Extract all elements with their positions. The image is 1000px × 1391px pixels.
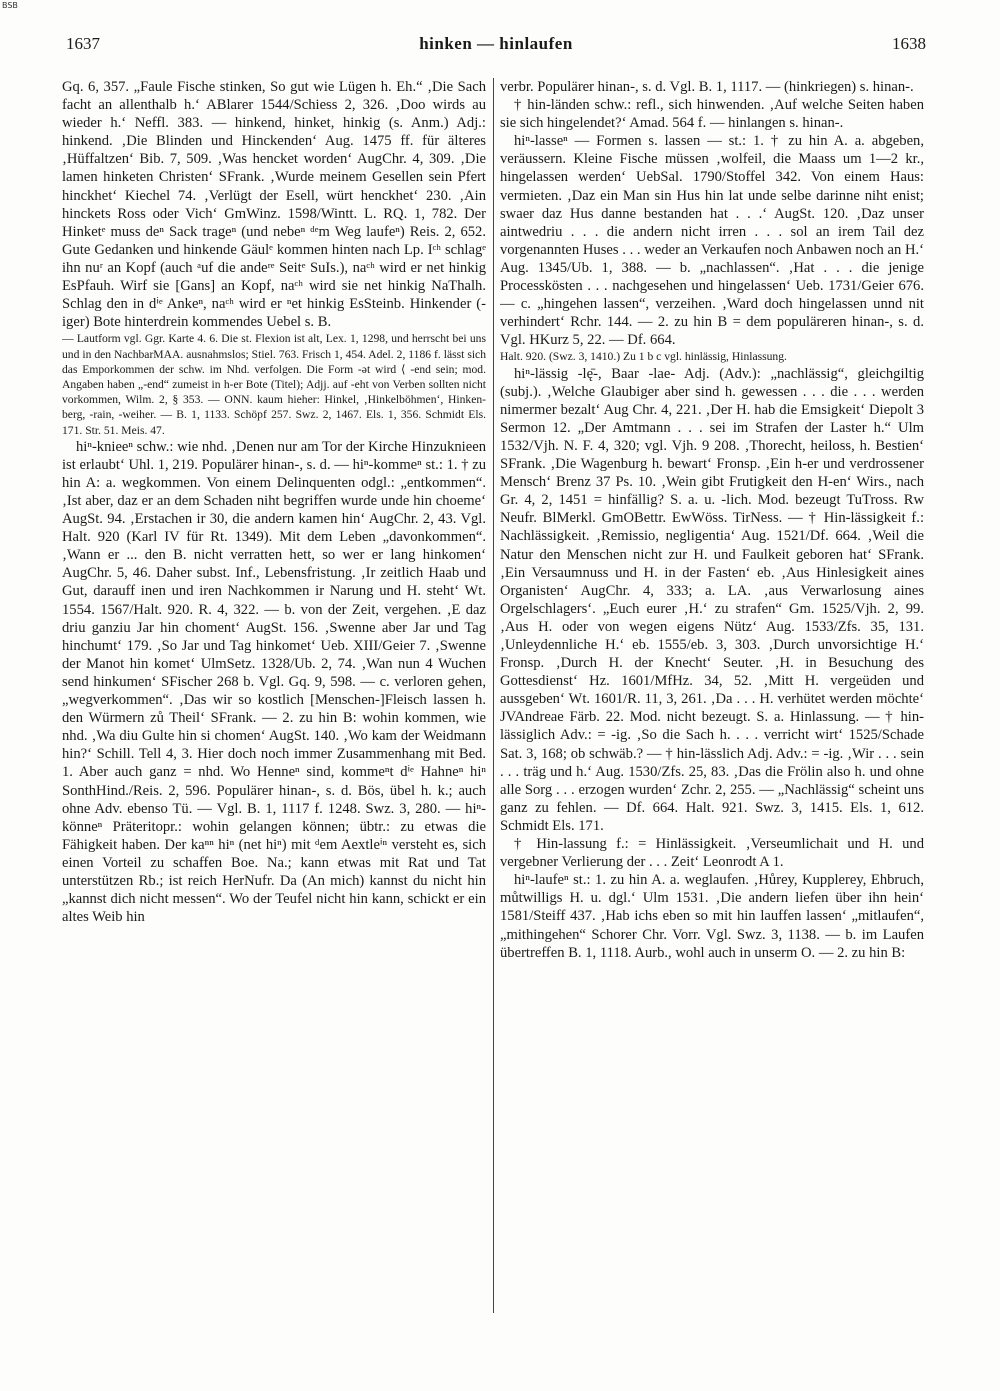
right-column bbox=[500, 78, 924, 1323]
right-entry: hiⁿ-laufeⁿ st.: 1. zu hin A. a. weglaufen. ‚Hůrey, Kupplerey, Ehbruch, můtwilligs H. u. dgl.‘ Ulm 1531. ‚Die andern liefen über ihn hein‘ 1581/Steiff 437. ‚Hab ichs eben so mit hin lauffen lassen‘ „mitlaufen“, „mithingehen“ Schorer Chr. Vorr. Vgl. Swz. 3, 1138. — b. im Laufen übertreffen B. 1, 1118. Aurb., wohl auch in unserm O. — 2. zu hin B: bbox=[500, 872, 924, 961]
right-note: Halt. 920. (Swz. 3, 1410.) Zu 1 b c vgl. hinlässig, Hinlassung. bbox=[500, 350, 787, 364]
library-stamp: BSB bbox=[2, 1, 18, 10]
page-header bbox=[66, 34, 926, 60]
right-entry: † hin-länden schw.: refl., sich hinwenden. ‚Auf welche Seiten haben sie sich hingelendet?‘ Amad. 564 f. — hinlangen s. hinan-. bbox=[500, 97, 924, 132]
right-entry: † Hin-lassung f.: = Hinlässigkeit. ‚Verseumlichait und H. und vergebner Verlierung der . . . Zeit‘ Leonrodt A 1. bbox=[500, 836, 924, 871]
left-entry: hiⁿ-knieeⁿ schw.: wie nhd. ‚Denen nur am Tor der Kirche Hinzuknieen ist erlaubt‘ Uhl. 1, 219. Populärer hinan-, s. d. — hiⁿ-kommeⁿ st.: 1. † zu hin A: a. wegkommen. Von einem Delinquenten odgl.: „entkommen“. ‚Ist aber, daz er an dem Schaden niht begriffen wurde unde hin choeme‘ AugSt. 94. ‚Erstachen ir 30, die andern kamen hin‘ AugChr. 2, 43. Vgl. Halt. 920 (Karl IV für Rt. 1349). Mit dem Leben „davonkommen“. ‚Wann er ... den B. nicht verratten hett, so wer er lang hinkomen‘ AugChr. 5, 46. Daher subst. Inf., Lebensfristung. ‚Ir zeitlich Haab und Gut, darauff inen und iren Nachkommen ir Narung und H. steht‘ Wt. 1554. 1567/Halt. 920. R. 4, 322. — b. von der Zeit, vergehen. ‚E daz driu ganziu Jar hin choment‘ AugSt. 156. ‚Swenne aber Jar und Tag hinchumt‘ 179. ‚So Jar und Tag hinkomet‘ Ueb. XIII/Geier 7. ‚Swenne der Manot hin komet‘ UlmSetz. 1328/Ub. 2, 74. ‚Wan nun 4 Wuchen send hinkumen‘ SFischer 268 b. Vgl. Gq. 9, 598. — c. verloren gehen, „wegverkommen“. ‚Das wir so kostlich [Menschen-]Fleisch lassen h. den Würmern zů Theil‘ SFrank. — 2. zu hin B: wohin kommen, wie nhd. ‚Wa diu Gulte hin si chomen‘ AugSt. 140. ‚Wo kam der Weidmann hin?‘ Schill. Tell 4, 3. Hier doch noch immer Zusammenhang mit Bed. 1. Aber auch ganz = nhd. Wo Henneⁿ sind, kommeⁿt dⁱᵉ Hahneⁿ hiⁿ SonthHind./Reis. 2, 596. Populärer hinan-, s. d. Bös, übel h. k.; auch ohne Adv. ebenso Tü. — Vgl. B. 1, 1117 f. 1248. Swz. 3, 280. — hiⁿ-könneⁿ Präteritopr.: wohin gelangen können; übtr.: zu etwas die Fähigkeit haben. Der kaⁿⁿ hiⁿ (net hiⁿ) mit ᵈem Aextleⁱⁿ versteht es, sich einen Vorteil zu schaffen Boe. Na.; kann etwas mit Rat und Tat unterstützen Rb.; ist reich HerNufr. Da (An mich) kannst du nicht hin „kannst dich nicht messen“. Wo der Teufel nicht hin kann, schickt er ein altes Weib hin bbox=[62, 438, 486, 926]
page-number-left: 1637 bbox=[66, 34, 100, 53]
right-paragraph: verbr. Populärer hinan-, s. d. Vgl. B. 1, 1117. — (hinkriegen) s. hinan-. bbox=[500, 79, 914, 95]
left-note: — Lautform vgl. Ggr. Karte 4. 6. Die st. Flexion ist alt, Lex. 1, 1298, und herrscht bei uns und in den NachbarMAA. ausnahmslos; Stiel. 763. Frisch 1, 454. Adel. 2, 1186 f. lässt sich das Emporkommen der schw. im Nhd. verfolgen. Die Form -ət wird ⟨ -end sein; mod. Angaben haben „-end“ zumeist in h-er Bote (Titel); Adjj. auf -eht von Verben sollten nicht vorkommen, Wilm. 2, § 353. — ONN. kaum hieher: Hinkel, ‚Hinkelböhmen‘, Hinken-berg, -rain, -weiher. — B. 1, 1133. Schöpf 257. Swz. 2, 1467. Els. 1, 356. Schmidt Els. 171. Str. 51. Meis. 47. bbox=[62, 332, 486, 437]
column-divider bbox=[493, 78, 494, 1313]
left-column bbox=[62, 78, 486, 1323]
left-paragraph: Gq. 6, 357. „Faule Fische stinken, So gut wie Lügen h. Eh.“ ‚Die Sach facht an allenthalb h.‘ ABlarer 1544/Schiess 2, 326. ‚Doo wirds au wieder h.‘ Neffl. 383. — hinkend, hinket, hinkig (s. Anm.) Adj.: hinkend. ‚Die Blinden und Hinckenden‘ Aug. 1475 ff. für älteres ‚Hüffaltzen‘ Bib. 7, 509. ‚Was hencket worden‘ AugChr. 4, 309. ‚Die lamen hinketen Christen‘ SFrank. ‚Wurde meinem Gesellen sein Pfert hinckhet‘ Kiechel 74. ‚Verlügt der Esell, würt henckhet‘ 230. ‚Ain hinckets Ross oder Vich‘ GmWinz. 1598/Wintt. L. RQ. 1, 782. Der Hinketᵉ muss deⁿ Sack trageⁿ (und nebeⁿ ᵈᵉm Weg laufeⁿ) Reis. 2, 652. Gute Gedanken und hinkende Gäulᵉ kommen hinten nach Lp. Iᶜʰ schlagᵉ ihn nuʳ an Kopf (auch ᵃuf die andeʳᵉ Seitᵉ SuIs.), naᶜʰ wird er net hinkig EsPfauh. Wirf sie [Gans] an Kopf, naᶜʰ wird sie net hinkig NaThalh. Schlag den in dⁱᵉ Ankeⁿ, naᶜʰ wird er ⁿet hinkig EsSteinb. Hinkender (-iger) Bote hinterdrein kommendes Uebel s. B. bbox=[62, 79, 486, 331]
page-number-right: 1638 bbox=[892, 34, 926, 53]
running-headword: hinken — hinlaufen bbox=[419, 34, 573, 53]
right-entry: hiⁿ-lasseⁿ — Formen s. lassen — st.: 1. † zu hin A. a. abgeben, veräussern. Kleine Fische müssen ‚wolfeil, die Maass um 1—2 kr., hingelassen werden‘ UebSal. 1790/Stoffel 342. Von einem Haus: vermieten. ‚Daz ein Man sin Hus hin lat unde selbe darinne niht enist; swaer daz Hus danne bestanden hat . . .‘ AugSt. 120. ‚Daz unser aintwedriu . . . die andern nicht irren . . . sol an irem Tail dez vorgenannten Huses . . . weder an Verkaufen noch Anbawen noch an H.‘ Aug. 1345/Ub. 1, 388. — b. „nachlassen“. ‚Hat . . . die jenige Processkösten . . . nachgesehen und hingelassen‘ Ueb. 1731/Geier 676. — c. „hingehen lassen“, verzeihen. ‚Ward doch hingelassen unnd nit verhindert‘ Rchr. 144. — 2. zu hin B = dem populäreren hinan-, s. d. Vgl. HKurz 5, 22. — Df. 664. bbox=[500, 133, 924, 349]
right-entry: hiⁿ-lässig -lę̄-, Baar -lae- Adj. (Adv.): „nachlässig“, gleichgiltig (subj.). ‚Welche Glaubiger aber sind h. gewessen . . . die . . . werden nimermer bezalt‘ Aug Chr. 4, 221. ‚Der H. hab die Emsigkeit‘ Diepolt 3 Sermon 12. „Der Amtmann . . . sei im Strafen der Laster h.“ Ulm 1532/Vjh. N. F. 4, 320; vgl. Vjh. 9 208. ‚Thorecht, heiloss, h. Bestien‘ SFrank. ‚Die Wagenburg h. bewart‘ Fronsp. ‚Ein h-er und verdrossener Mensch‘ Brenz 37 Ps. 10. ‚Wein gibt Frutigkeit den H-en‘ Wirs., nach Gr. 4, 2, 1451 = hinfällig? S. a. u. -lich. Mod. bezeugt TuTross. Rw Neufr. BlMerkl. GmOBettr. EwWöss. TirNess. — † Hin-lässigkeit f.: Nachlässigkeit. ‚Remissio, negligentia‘ Aug. 1521/Df. 664. ‚Weil die Natur den Menschen nicht zur H. und Faulkeit geboren hat‘ SFrank. ‚Ein Versaumnuss und H. in der Fasten‘ eb. ‚Aus Hinlesigkeit aines Organisten‘ AugChr. 4, 333; a. LA. ‚aus Verwarlosung aines Orgelschlagers‘. „Euch eurer ‚H.‘ zu strafen“ Gm. 1525/Vjh. 2, 99. ‚Aus H. oder von wegen eigens Nütz‘ Aug. 1533/Zfs. 35, 131. ‚Unleydennliche H.‘ eb. 1555/eb. 3, 303. ‚Durch unvorsichtige H.‘ Fronsp. ‚Durch H. der Knecht‘ Seuter. ‚H. in Besuchung des Gottesdienst‘ Hz. 1601/MfHz. 34, 52. ‚Mitt H. vergeüden und aussgeben‘ Wt. 1601/R. 11, 3, 261. ‚Da . . . H. verhütet werden möchte‘ JVAndreae Färb. 22. Mod. nicht bezeugt. S. a. Hinlassung. — † hin-lässiglich Adv.: = -ig. ‚So die Sach h. . . . verricht wirt‘ 1525/Schade Sat. 3, 168; ob schwäb.? — † hin-lässlich Adj. Adv.: = -ig. ‚Wir . . . sein . . . träg und h.‘ Aug. 1530/Zfs. 25, 83. ‚Das die Frölin also h. und ohne alle Sorg . . . erzogen wurden‘ Zchr. 2, 255. — „Nachlässig“ scheint uns ganz zu fehlen. — Df. 664. Halt. 921. Swz. 3, 1415. Els. 1, 612. Schmidt Els. 171. bbox=[500, 365, 924, 834]
